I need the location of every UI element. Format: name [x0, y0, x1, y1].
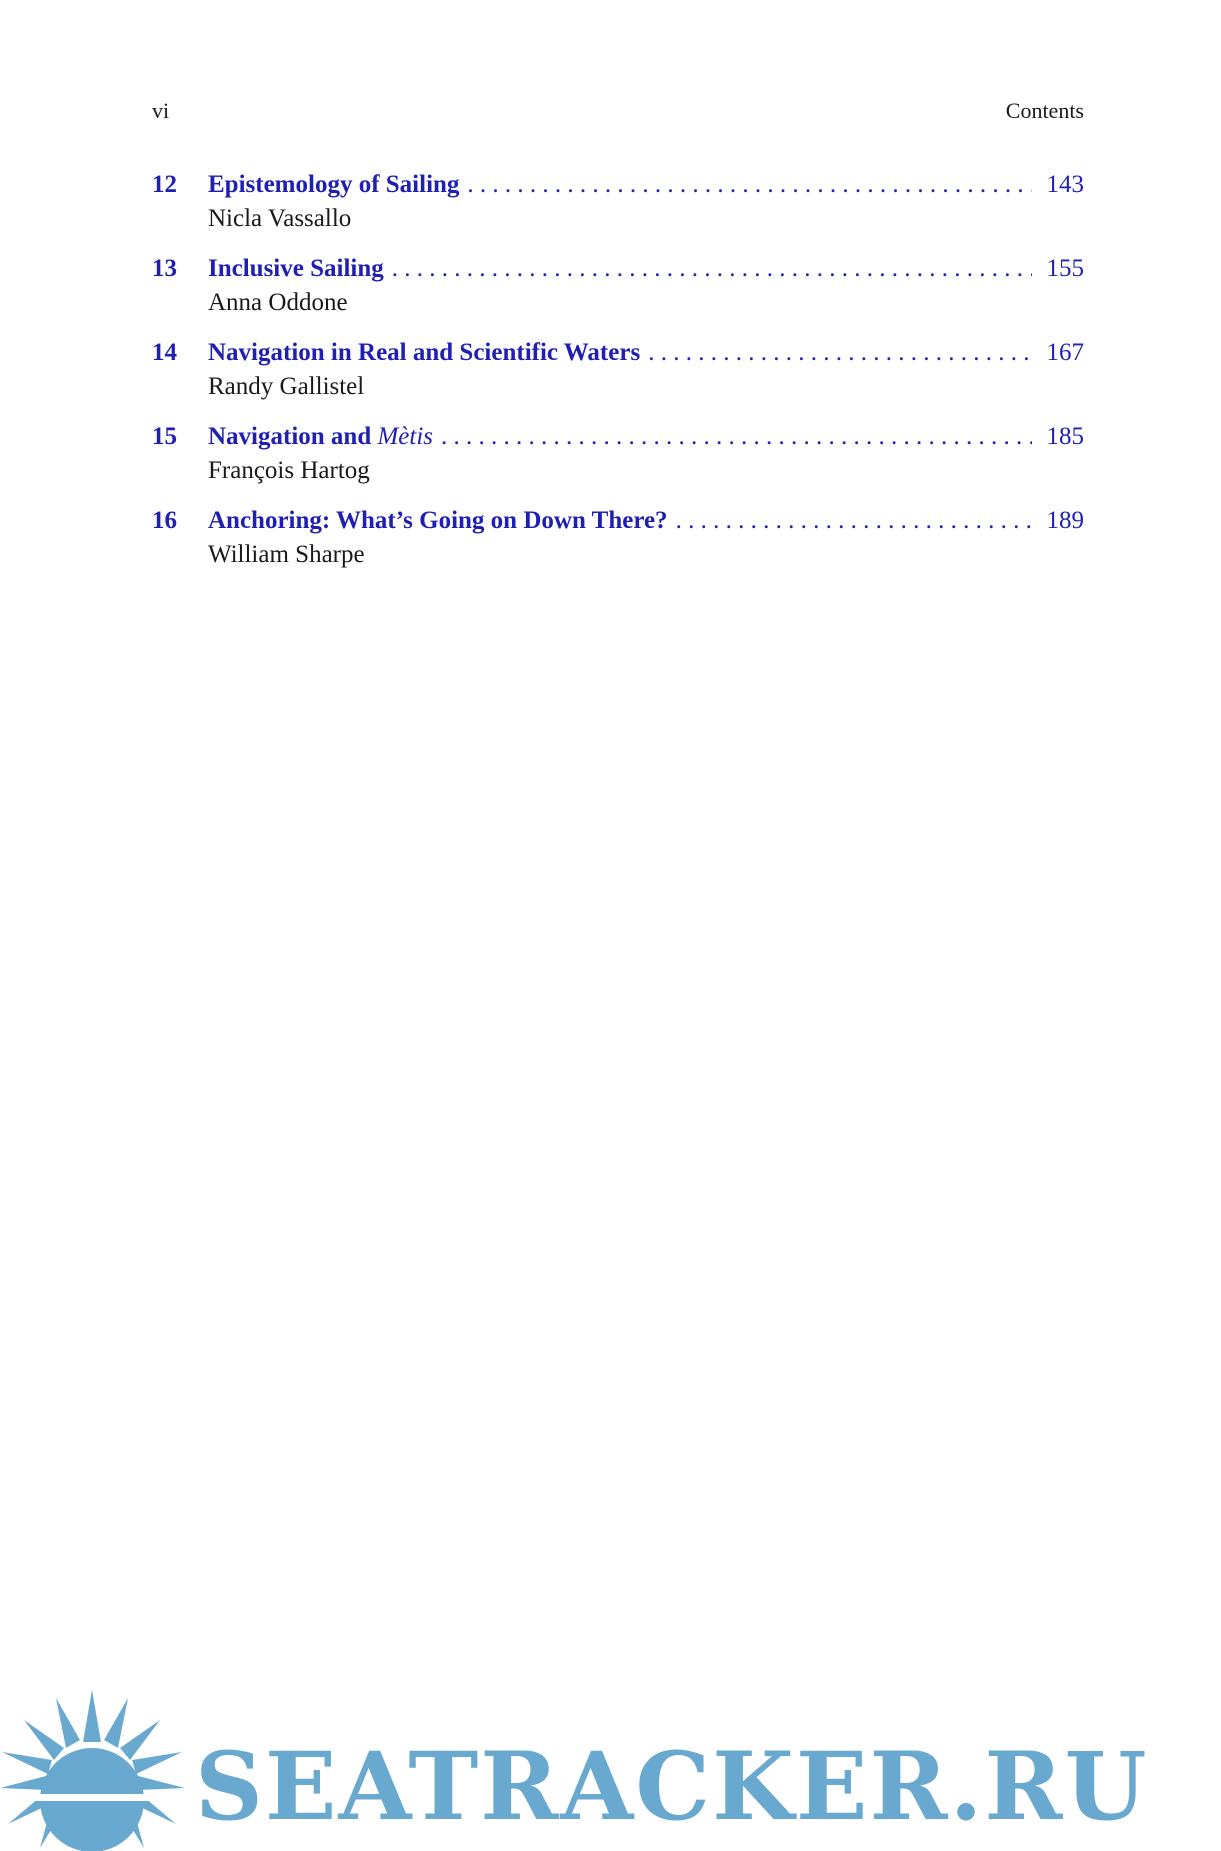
page-number-link[interactable]: 167: [1046, 339, 1084, 366]
sun-logo-icon: [0, 1690, 185, 1851]
chapter-title-text: Epistemology of Sailing: [208, 171, 460, 198]
page-folio: vi: [152, 98, 170, 123]
toc-entry-line: [208, 420, 1084, 454]
chapter-title-text: Navigation in Real and Scientific Waters: [208, 339, 641, 366]
dot-leader: [392, 252, 1032, 286]
chapter-number: 14: [152, 339, 177, 366]
page-number-link[interactable]: 185: [1046, 423, 1084, 450]
page-number-link[interactable]: 189: [1046, 507, 1084, 534]
watermark-text: SEATRACKER.RU: [195, 1732, 1149, 1842]
dot-leader: [676, 504, 1032, 538]
chapter-title-text: Navigation and: [208, 423, 378, 450]
chapter-title-link[interactable]: [208, 252, 384, 286]
chapter-author: Anna Oddone: [208, 289, 348, 316]
toc-entry: [152, 336, 1084, 420]
chapter-author: Nicla Vassallo: [208, 205, 352, 232]
page-number-link[interactable]: 143: [1046, 171, 1084, 198]
chapter-author: William Sharpe: [208, 541, 365, 568]
watermark: [0, 1690, 1221, 1851]
toc-entry-line: [208, 504, 1084, 538]
toc-entry: [152, 168, 1084, 252]
dot-leader: [441, 420, 1032, 454]
chapter-title-link[interactable]: [208, 420, 433, 454]
running-head-title: Contents: [1005, 98, 1084, 123]
chapter-title-text: Anchoring: What’s Going on Down There?: [208, 507, 668, 534]
chapter-author: François Hartog: [208, 457, 370, 484]
chapter-number: 16: [152, 507, 177, 534]
chapter-number: 15: [152, 423, 177, 450]
chapter-number: 13: [152, 255, 177, 282]
chapter-title-link[interactable]: [208, 336, 640, 370]
chapter-title-text: Inclusive Sailing: [208, 255, 384, 282]
toc-entry-line: [208, 336, 1084, 370]
chapter-number: 12: [152, 171, 177, 198]
dot-leader: [648, 336, 1032, 370]
toc-entry: [152, 504, 1084, 588]
page-number-link[interactable]: 155: [1046, 255, 1084, 282]
dot-leader: [467, 168, 1032, 202]
running-head: [152, 98, 1084, 128]
chapter-title-link[interactable]: [208, 168, 459, 202]
toc-entry-line: [208, 252, 1084, 286]
chapter-title-link[interactable]: [208, 504, 668, 538]
table-of-contents: [152, 168, 1084, 588]
toc-entry: [152, 252, 1084, 336]
chapter-title-italic: Mètis: [377, 423, 434, 450]
toc-entry-line: [208, 168, 1084, 202]
chapter-author: Randy Gallistel: [208, 373, 365, 400]
toc-entry: [152, 420, 1084, 504]
